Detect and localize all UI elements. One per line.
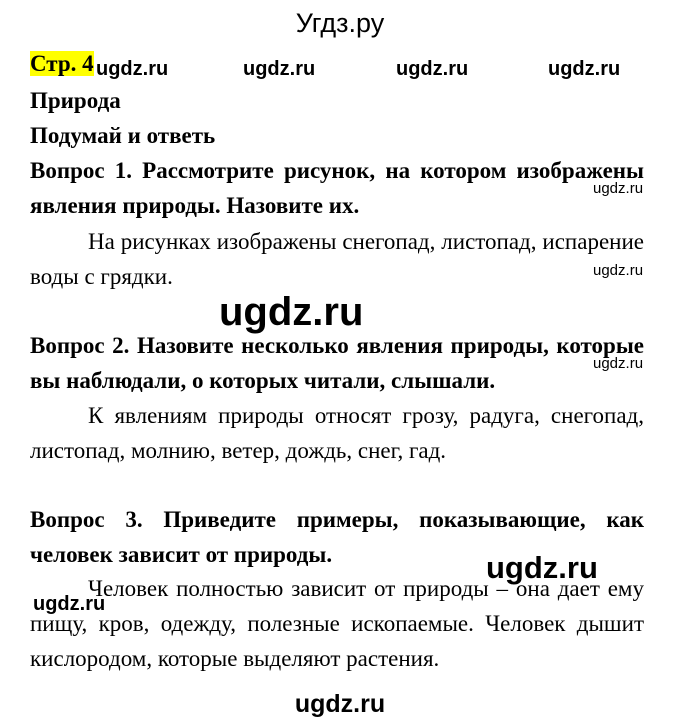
watermark-bottom: ugdz.ru bbox=[294, 690, 386, 718]
question-1-line-2: явления природы. Назовите их. bbox=[30, 193, 360, 218]
watermark: ugdz.ru bbox=[548, 58, 621, 80]
watermark: ugdz.ru bbox=[593, 262, 644, 279]
watermark-large: ugdz.ru bbox=[219, 290, 364, 334]
watermark: ugdz.ru bbox=[243, 58, 316, 80]
question-1-line-1: Вопрос 1. Рассмотрите рисунок, на котором изображены bbox=[30, 158, 644, 183]
question-3-line-1: Вопрос 3. Приведите примеры, показывающие, как bbox=[30, 507, 644, 532]
answer-2-line-2: листопад, молнию, ветер, дождь, снег, гад. bbox=[30, 438, 447, 463]
answer-1-line-1: На рисунках изображены снегопад, листопад, испарение bbox=[88, 229, 644, 254]
question-3-line-2: человек зависит от природы. bbox=[30, 542, 333, 567]
watermark: ugdz.ru bbox=[396, 58, 469, 80]
answer-3-line-3: кислородом, которые выделяют растения. bbox=[30, 646, 440, 671]
watermark: ugdz.ru bbox=[593, 180, 644, 197]
question-2-line-1: Вопрос 2. Назовите несколько явления природы, которые bbox=[30, 333, 644, 358]
site-title: Угдз.ру bbox=[295, 8, 385, 38]
page-label-text: Стр. 4 bbox=[30, 51, 94, 76]
answer-1-line-2: воды с грядки. bbox=[30, 264, 173, 289]
page-label bbox=[30, 51, 94, 77]
question-2-line-2: вы наблюдали, о которых читали, слышали. bbox=[30, 368, 496, 393]
section-title: Природа bbox=[30, 88, 121, 113]
answer-3-line-2: пищу, кров, одежду, полезные ископаемые. Человек дышит bbox=[30, 611, 644, 636]
answer-3-line-1: Человек полностью зависит от природы – она дает ему bbox=[88, 576, 644, 601]
watermark: ugdz.ru bbox=[593, 355, 644, 372]
watermark: ugdz.ru bbox=[33, 593, 106, 615]
answer-2-line-1: К явлениям природы относят грозу, радуга, снегопад, bbox=[88, 403, 644, 428]
watermark-medium: ugdz.ru bbox=[486, 550, 598, 585]
subsection-title: Подумай и ответь bbox=[30, 123, 216, 148]
watermark: ugdz.ru bbox=[96, 58, 169, 80]
